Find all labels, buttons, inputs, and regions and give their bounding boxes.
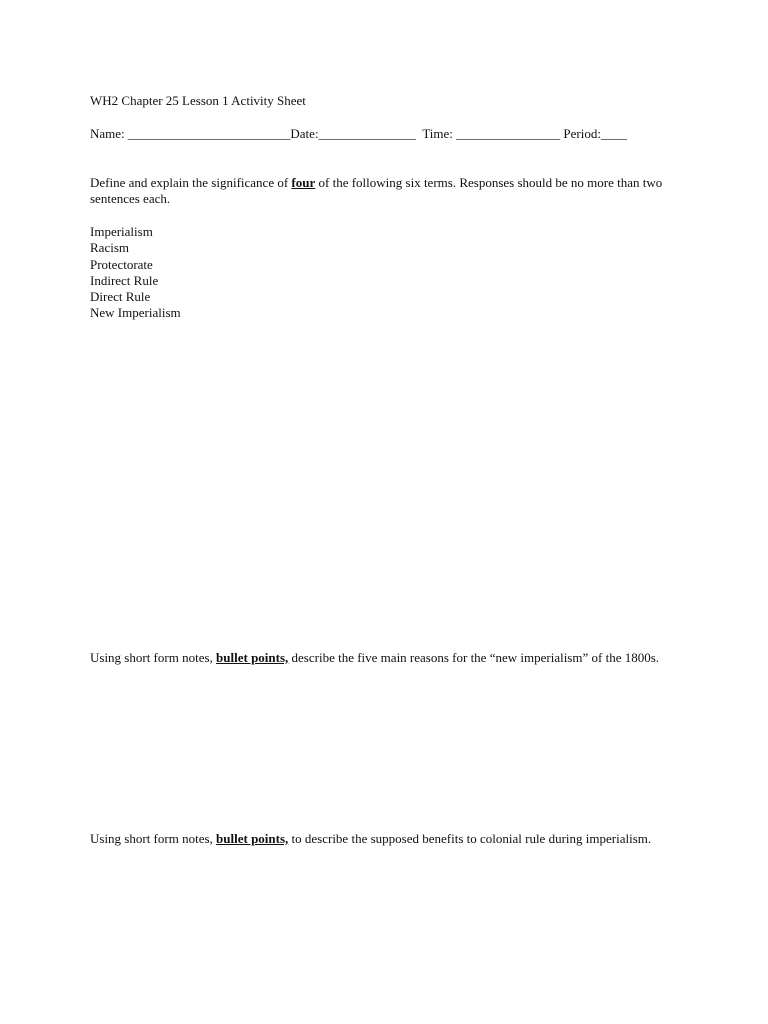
term-item: Protectorate — [90, 256, 153, 272]
definitions-instruction-emphasis: four — [291, 175, 316, 190]
reasons-instruction-before: Using short form notes, — [90, 650, 217, 665]
term-item: Direct Rule — [90, 289, 151, 305]
term-item: New Imperialism — [90, 305, 181, 321]
terms-list — [90, 224, 690, 322]
definitions-instruction-after: of the following six terms. Responses should be no more than two sentences each. — [90, 175, 663, 206]
header-fields: Name: _________________________Date:_______________ Time: ________________ Period:____ — [90, 126, 627, 141]
term-item: Indirect Rule — [90, 272, 159, 288]
term-item: Imperialism — [90, 224, 153, 239]
benefits-instruction-before: Using short form notes, — [90, 831, 217, 846]
definitions-instruction-before: Define and explain the significance of — [90, 175, 292, 190]
benefits-instruction-after: to describe the supposed benefits to colonial rule during imperialism. — [288, 831, 652, 846]
reasons-instruction-emphasis: bullet points, — [216, 650, 289, 665]
worksheet-title: WH2 Chapter 25 Lesson 1 Activity Sheet — [90, 93, 306, 108]
reasons-instruction — [90, 650, 690, 666]
reasons-instruction-after: describe the five main reasons for the “new imperialism” of the 1800s. — [288, 650, 660, 665]
term-item: Racism — [90, 240, 129, 256]
benefits-instruction — [90, 829, 690, 848]
definitions-instruction — [90, 175, 690, 207]
benefits-instruction-emphasis: bullet points, — [216, 831, 289, 846]
